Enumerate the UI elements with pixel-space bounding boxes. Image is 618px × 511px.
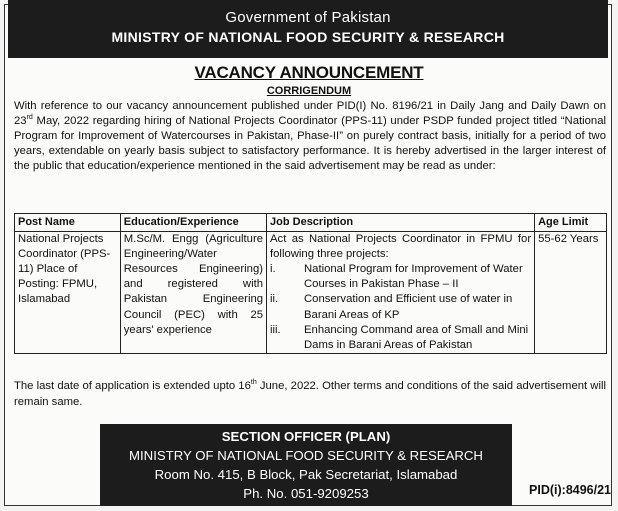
- project-number: iii.: [270, 323, 281, 336]
- project-text: Conservation and Efficient use of water in Barani Areas of KP: [304, 293, 513, 321]
- project-text: Enhancing Command area of Small and Mini Dams in Barani Areas of Pakistan: [304, 323, 529, 351]
- project-item: [270, 262, 531, 292]
- cell-education: M.Sc/M. Engg (Agriculture Engineering/Water Resources Engineering) and registered with Pakistan Engineering Council (PEC) with 25 years' experience: [120, 232, 266, 354]
- project-text: National Program for Improvement of Water Courses in Pakistan Phase – II: [304, 263, 523, 291]
- table-header-row: [15, 214, 607, 232]
- deadline-text-part2: June, 2022. Other terms and conditions of the said advertisement will remain same.: [14, 380, 606, 408]
- officer-phone: Ph. No. 051-9209253: [243, 486, 369, 501]
- section-officer-box: [100, 424, 512, 506]
- vacancy-table: [14, 213, 607, 354]
- government-banner: [8, 0, 608, 58]
- cell-post-name: National Projects Coordinator (PPS-11) Place of Posting: FPMU, Islamabad: [15, 232, 121, 354]
- corrigendum-subtitle: CORRIGENDUM: [266, 85, 352, 97]
- header-post-name: Post Name: [15, 214, 121, 232]
- project-item: [270, 323, 531, 353]
- table-row: [15, 232, 607, 354]
- deadline-text-part1: The last date of application is extended upto 16: [14, 380, 251, 392]
- deadline-superscript: th: [250, 379, 257, 387]
- vacancy-title: VACANCY ANNOUNCEMENT: [194, 63, 424, 82]
- officer-address: Room No. 415, B Block, Pak Secretariat, Islamabad: [154, 467, 458, 482]
- deadline-paragraph: [14, 379, 606, 410]
- project-number: i.: [270, 263, 276, 276]
- cell-age-limit: 55-62 Years: [535, 232, 607, 354]
- project-item: [270, 292, 531, 322]
- officer-title: SECTION OFFICER (PLAN): [221, 429, 391, 444]
- intro-paragraph: [14, 99, 606, 174]
- header-job-description: Job Description: [267, 214, 535, 232]
- ministry-title: MINISTRY OF NATIONAL FOOD SECURITY & RESEARCH: [111, 29, 505, 45]
- cell-job-description: [267, 232, 535, 354]
- job-intro: Act as National Projects Coordinator in FPMU for following three projects:: [270, 233, 532, 261]
- intro-superscript: rd: [26, 114, 33, 122]
- pid-number: PID(i):8496/21: [529, 483, 611, 497]
- header-education: Education/Experience: [120, 214, 266, 232]
- intro-text-part2: May, 2022 regarding hiring of National Projects Coordinator (PPS-11) under PSDP funded project titled “National Program for Improvement of Watercourses in Pakistan, Phase-II” on purely contract basis, initially for a period of two years, extendable on yearly basis subject to satisfactory performance. It is hereby advertised in the larger interest of the public that education/experience mentioned in the said advertisement may be read as under:: [14, 115, 606, 173]
- header-age-limit: Age Limit: [535, 214, 607, 232]
- intro-text-part1: With reference to our vacancy announcement published under PID(I) No. 8196/21 in Daily Jang and Daily Dawn on 23: [14, 100, 606, 128]
- project-number: ii.: [270, 293, 279, 306]
- government-title: Government of Pakistan: [225, 9, 391, 26]
- officer-ministry: MINISTRY OF NATIONAL FOOD SECURITY & RESEARCH: [129, 448, 483, 463]
